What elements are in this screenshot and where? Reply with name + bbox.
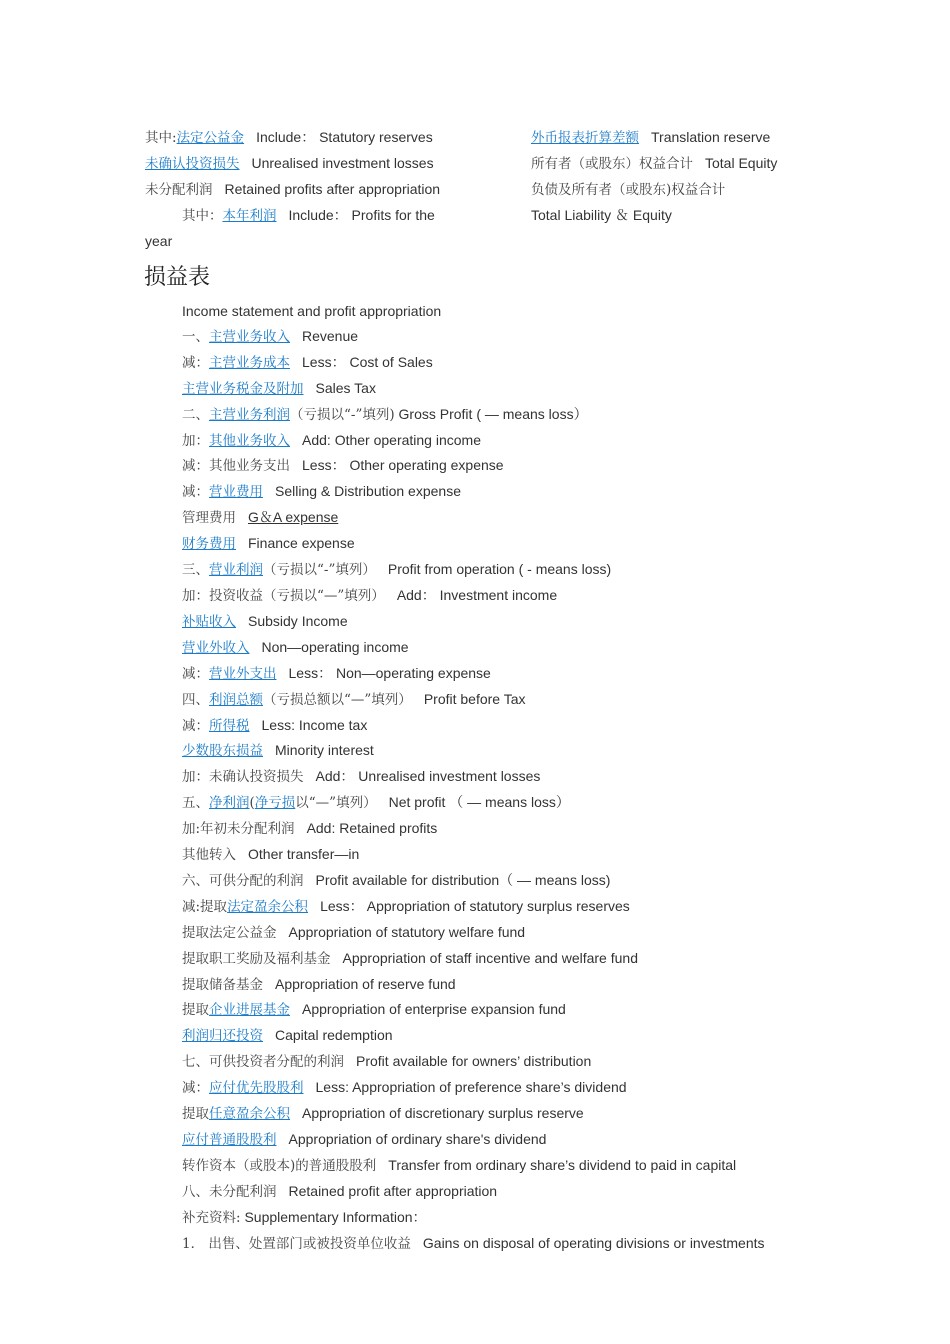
term-text: Appropriation of statutory welfare fund — [288, 923, 526, 940]
term-text: 转作资本（或股本)的普通股股利 — [182, 1157, 377, 1174]
income-line — [182, 816, 902, 842]
term-link[interactable]: 少数股东损益 — [182, 743, 263, 760]
term-link[interactable]: 营业外收入 — [182, 639, 250, 656]
term-text: 管理费用 — [182, 510, 236, 527]
term-link[interactable]: 法定公益金 — [176, 130, 245, 146]
term-link[interactable]: 营业费用 — [209, 484, 263, 501]
term-text: Transfer from ordinary share’s dividend to paid in capital — [388, 1156, 737, 1173]
term-text: 所有者（或股东）权益合计 — [531, 156, 693, 172]
income-line — [182, 661, 902, 687]
income-line — [182, 453, 902, 479]
term-text: Capital redemption — [275, 1027, 393, 1044]
income-line — [182, 1023, 902, 1049]
term-text: Add: Retained profits — [306, 820, 438, 837]
term-text: Add: Other operating income — [302, 431, 481, 448]
line-item — [531, 125, 831, 151]
income-line — [182, 1231, 902, 1257]
term-text: Less： Other operating expense — [302, 457, 504, 474]
income-line — [182, 324, 902, 350]
term-text: Retained profit after appropriation — [288, 1182, 498, 1199]
income-line — [182, 687, 902, 713]
income-line — [182, 402, 902, 428]
term-text: Unrealised investment losses — [251, 155, 434, 171]
income-line — [182, 635, 902, 661]
term-text: 减： — [182, 354, 209, 371]
term-text: Less： Cost of Sales — [302, 353, 433, 370]
term-text: 其中： — [182, 208, 223, 224]
term-text: Include： Statutory reserves — [256, 129, 433, 145]
term-text: 四、 — [182, 691, 209, 708]
term-text: Revenue — [302, 327, 359, 344]
term-text: Appropriation of ordinary share's dividend — [288, 1131, 547, 1147]
term-text: Subsidy Income — [248, 612, 348, 629]
income-line — [182, 583, 902, 609]
term-text: 其他转入 — [182, 847, 236, 864]
income-line — [182, 790, 902, 816]
income-line — [182, 868, 902, 894]
term-text: Gross Profit ( — means loss） — [394, 405, 588, 422]
term-text: 八、未分配利润 — [182, 1183, 277, 1200]
term-text: 减：其他业务支出 — [182, 458, 290, 475]
income-line — [182, 299, 902, 324]
term-text: 其中: — [145, 130, 177, 146]
term-text: 减： — [182, 1080, 209, 1097]
term-text: Appropriation of reserve fund — [275, 975, 456, 992]
term-text: Net profit （ — means loss） — [388, 794, 570, 811]
term-link[interactable]: 本年利润 — [222, 208, 277, 224]
term-text: 提取职工奖励及福利基金 — [182, 950, 331, 967]
income-line — [182, 505, 902, 531]
income-line — [182, 428, 902, 454]
term-text: 减： — [182, 665, 209, 682]
term-text: Total Liability ＆ Equity — [531, 207, 672, 223]
term-link[interactable]: 应付优先股股利 — [209, 1080, 304, 1097]
term-link[interactable]: 其他业务收入 — [209, 432, 290, 449]
term-text: Add： Investment income — [396, 586, 558, 603]
term-text: 加：投资收益（亏损以“—”填列） — [182, 587, 385, 604]
term-link[interactable]: 补贴收入 — [182, 613, 236, 630]
term-text: Profit available for distribution（ — means loss) — [315, 871, 611, 888]
term-text: Retained profits after appropriation — [224, 181, 441, 197]
balance-sheet-right-column — [531, 125, 831, 228]
line-item — [531, 177, 831, 203]
term-text: ( — [249, 795, 255, 812]
income-statement-list — [182, 299, 902, 1257]
term-text: Less： Non—operating expense — [288, 664, 491, 681]
term-text: 未分配利润 — [145, 182, 213, 198]
term-link[interactable]: 企业进展基金 — [209, 1002, 290, 1019]
income-line — [182, 920, 902, 946]
term-text: Sales Tax — [315, 379, 376, 396]
term-link[interactable]: 任意盈余公积 — [209, 1106, 290, 1123]
term-text: 加:年初未分配利润 — [182, 821, 295, 838]
term-text: Minority interest — [275, 742, 374, 759]
term-link[interactable]: 净利润 — [209, 795, 250, 812]
line-item — [531, 151, 831, 177]
income-line — [182, 376, 902, 402]
term-text: Profit before Tax — [423, 690, 526, 707]
term-link[interactable]: 主营业务成本 — [209, 354, 290, 371]
income-line — [182, 1101, 902, 1127]
term-text: Supplementary Information： — [240, 1208, 427, 1225]
term-text: 提取法定公益金 — [182, 924, 277, 941]
line-item — [145, 151, 475, 177]
term-text: 加：未确认投资损失 — [182, 769, 304, 786]
income-line — [182, 1205, 902, 1231]
line-item — [145, 177, 475, 203]
term-text: Less: Income tax — [261, 716, 368, 733]
term-link[interactable]: 应付普通股股利 — [182, 1132, 277, 1148]
term-link[interactable]: 法定盈余公积 — [227, 898, 309, 915]
income-line — [182, 894, 902, 920]
term-text: 提取储备基金 — [182, 976, 263, 993]
term-text: Total Equity — [705, 155, 778, 171]
term-text: Appropriation of staff incentive and welfare fund — [342, 949, 638, 966]
income-line — [182, 1127, 902, 1153]
term-text: （亏损以“-”填列） — [263, 562, 376, 579]
term-text: 二、 — [182, 406, 209, 423]
term-link[interactable]: 主营业务利润 — [209, 406, 290, 423]
term-text: Selling & Distribution expense — [275, 483, 461, 500]
income-line — [182, 350, 902, 376]
term-link[interactable]: 外币报表折算差额 — [531, 130, 639, 146]
income-line — [182, 609, 902, 635]
term-text: Gains on disposal of operating divisions or investments — [422, 1234, 765, 1251]
term-link[interactable]: 财务费用 — [182, 536, 236, 553]
term-link[interactable]: 净亏损 — [254, 795, 296, 812]
term-link[interactable]: 未确认投资损失 — [145, 156, 240, 172]
term-text: 七、可供投资者分配的利润 — [182, 1054, 344, 1071]
income-line — [182, 1049, 902, 1075]
term-text: Finance expense — [248, 535, 355, 552]
term-link[interactable]: 主营业务税金及附加 — [182, 380, 304, 397]
income-line — [182, 738, 902, 764]
term-text: 补充资料: — [182, 1209, 241, 1226]
term-text: 减： — [182, 484, 209, 501]
line-item — [145, 125, 475, 151]
term-text: 五、 — [182, 795, 209, 812]
income-line — [182, 946, 902, 972]
term-text: Translation reserve — [651, 129, 771, 145]
term-text: Non—operating income — [261, 638, 409, 655]
term-text: （亏损总额以“—”填列） — [263, 691, 412, 708]
term-text: 提取 — [182, 1002, 209, 1019]
term-text: Other transfer—in — [248, 846, 360, 863]
term-text: 以“—”填列） — [295, 795, 377, 812]
term-text: Profit from operation ( - means loss) — [387, 561, 612, 578]
term-text: Less： Appropriation of statutory surplus reserves — [320, 897, 630, 914]
term-text: 加： — [182, 432, 209, 449]
term-link[interactable]: 营业外支出 — [209, 665, 277, 682]
term-text: 负债及所有者（或股东)权益合计 — [531, 182, 726, 198]
term-text: （亏损以“-”填列) — [290, 406, 395, 423]
term-text: 三、 — [182, 562, 209, 579]
section-title: 损益表 — [144, 265, 211, 290]
income-line — [182, 557, 902, 583]
income-line — [182, 713, 902, 739]
line-item — [145, 203, 475, 229]
term-link[interactable]: 所得税 — [209, 717, 250, 734]
term-link[interactable]: G＆A expense — [248, 509, 339, 526]
income-line — [182, 842, 902, 868]
term-text: 1． 出售、处置部门或被投资单位收益 — [182, 1235, 411, 1252]
term-link[interactable]: 利润归还投资 — [182, 1028, 263, 1045]
balance-sheet-left-column — [145, 125, 475, 254]
income-line — [182, 972, 902, 998]
term-text: year — [145, 233, 173, 249]
term-text: 六、可供分配的利润 — [182, 872, 304, 889]
income-line — [182, 1153, 902, 1179]
line-item — [145, 229, 475, 254]
term-text: Add： Unrealised investment losses — [315, 768, 541, 785]
income-line — [182, 531, 902, 557]
term-text: Less: Appropriation of preference share’s dividend — [315, 1079, 627, 1096]
term-text: 减:提取 — [182, 898, 228, 915]
term-text: Profit available for owners’ distribution — [356, 1053, 592, 1070]
term-text: Income statement and profit appropriation — [182, 303, 442, 319]
line-item — [531, 203, 831, 228]
income-line — [182, 479, 902, 505]
term-text: 减： — [182, 717, 209, 734]
term-text: Include： Profits for the — [288, 207, 435, 223]
income-line — [182, 997, 902, 1023]
term-text: Appropriation of discretionary surplus reserve — [302, 1105, 584, 1122]
term-link[interactable]: 利润总额 — [209, 691, 263, 708]
income-line — [182, 1075, 902, 1101]
term-text: Appropriation of enterprise expansion fund — [302, 1001, 566, 1018]
term-text: 提取 — [182, 1106, 209, 1123]
income-line — [182, 1179, 902, 1205]
term-link[interactable]: 营业利润 — [209, 562, 263, 579]
income-line — [182, 764, 902, 790]
term-link[interactable]: 主营业务收入 — [209, 328, 290, 345]
term-text: 一、 — [182, 328, 209, 345]
